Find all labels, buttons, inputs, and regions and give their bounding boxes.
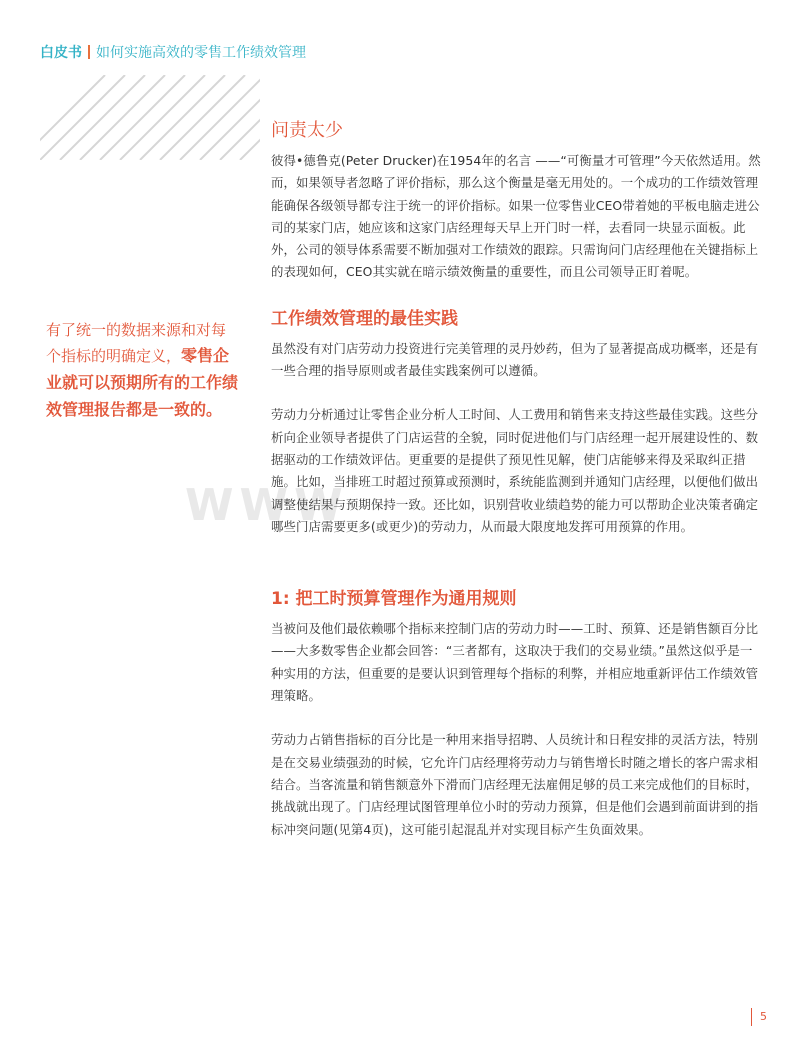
running-header	[40, 44, 306, 62]
watermark: WWW	[185, 480, 349, 531]
pull-quote	[46, 318, 238, 423]
pull-quote-normal: 有了统一的数据来源和对每个指标的明确定义，	[46, 321, 227, 365]
section-title-budget-rule: 1: 把工时预算管理作为通用规则	[271, 589, 517, 610]
decorative-stripes	[40, 75, 260, 160]
pull-quote-strong: 零售企业就可以预期所有的工作绩效管理报告都是一致的。	[46, 346, 239, 419]
paragraph: 彼得•德鲁克(Peter Drucker)在1954年的名言 ——“可衡量才可管理”今天依然适用。然而，如果领导者忽略了评价指标，那么这个衡量是毫无用处的。一个成功的工作绩效管理能确保各级领导都专注于统一的评价指标。如果一位零售业CEO带着她的平板电脑走进公司的某家门店，她应该和这家门店经理每天早上开门时一样，去看同一块显示面板。此外，公司的领导体系需要不断加强对工作绩效的跟踪。只需询问门店经理他在关键指标上的表现如何，CEO其实就在暗示绩效衡量的重要性，而且公司领导正盯着呢。	[271, 153, 761, 280]
section-title-accountability: 问责太少	[271, 120, 343, 141]
paragraph: 当被问及他们最依赖哪个指标来控制门店的劳动力时——工时、预算、还是销售额百分比——大多数零售企业都会回答：“三者都有，这取决于我们的交易业绩。”虽然这似乎是一种实用的方法，但重要的是要认识到管理每个指标的利弊，并相应地重新评估工作绩效管理策略。	[271, 621, 759, 704]
paragraph: 虽然没有对门店劳动力投资进行完美管理的灵丹妙药，但为了显著提高成功概率，还是有一些合理的指导原则或者最佳实践案例可以遵循。	[271, 340, 759, 379]
paragraph: 劳动力占销售指标的百分比是一种用来指导招聘、人员统计和日程安排的灵活方法，特别是在交易业绩强劲的时候，它允许门店经理将劳动力与销售增长时随之增长的客户需求相结合。当客流量和销售额意外下滑而门店经理无法雇佣足够的员工来完成他们的目标时，挑战就出现了。门店经理试图管理单位小时的劳动力预算，但是他们会遇到前面讲到的指标冲突问题(见第4页)，这可能引起混乱并对实现目标产生负面效果。	[271, 732, 759, 837]
header-separator	[88, 45, 90, 59]
page-number: 5	[751, 1008, 767, 1026]
main-content	[271, 118, 763, 841]
section-title-best-practices: 工作绩效管理的最佳实践	[271, 308, 458, 329]
header-title: 如何实施高效的零售工作绩效管理	[96, 45, 306, 61]
paragraph: 劳动力分析通过让零售企业分析人工时间、人工费用和销售来支持这些最佳实践。这些分析向企业领导者提供了门店运营的全貌，同时促进他们与门店经理一起开展建设性的、数据驱动的工作绩效评估。更重要的是提供了预见性见解，使门店能够来得及采取纠正措施。比如，当排班工时超过预算或预测时，系统能监测到并通知门店经理，以便他们做出调整使结果与预期保持一致。还比如，识别营收业绩趋势的能力可以帮助企业决策者确定哪些门店需要更多(或更少)的劳动力，从而最大限度地发挥可用预算的作用。	[271, 407, 759, 534]
header-brand: 白皮书	[40, 45, 82, 61]
